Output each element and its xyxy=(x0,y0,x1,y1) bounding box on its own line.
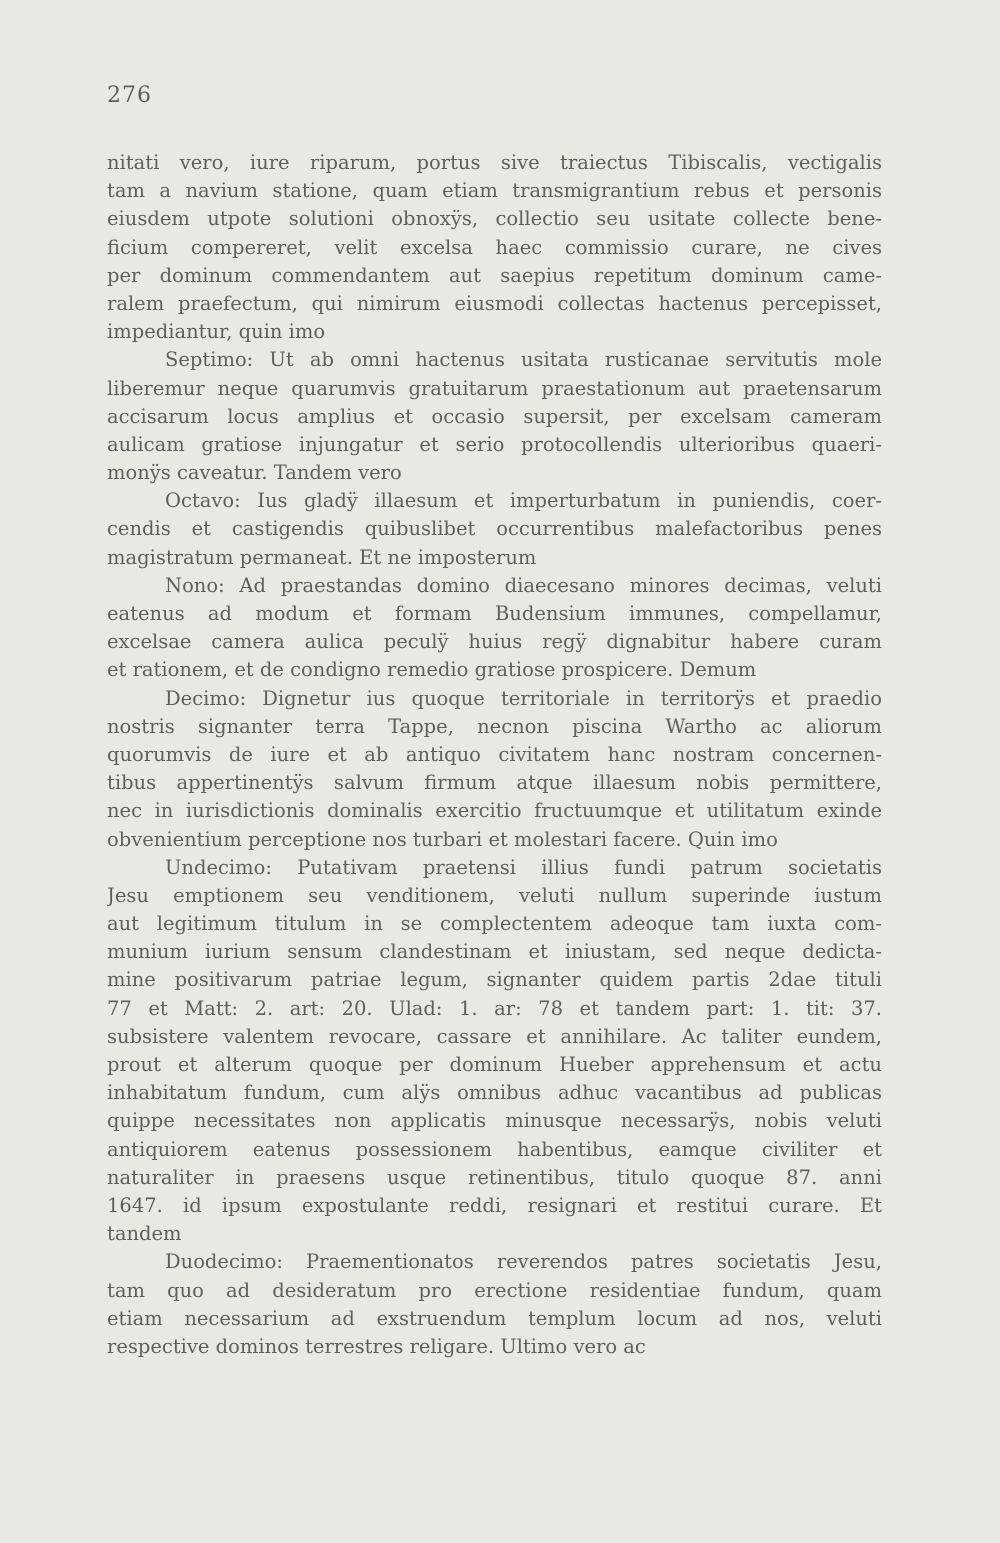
text-line: inhabitatum fundum, cum alÿs omnibus adhuc vacantibus ad publicas xyxy=(107,1081,882,1105)
text-line: ficium compereret, velit excelsa haec commissio curare, ne cives xyxy=(107,235,882,259)
text-line: nec in iurisdictionis dominalis exercitio fructuumque et utilitatum exinde xyxy=(107,799,882,823)
text-line: Undecimo: Putativam praetensi illius fundi patrum societatis xyxy=(165,855,882,879)
text-line: eiusdem utpote solutioni obnoxÿs, collectio seu usitate collecte bene- xyxy=(107,207,882,231)
text-line: liberemur neque quarumvis gratuitarum praestationum aut praetensarum xyxy=(107,376,882,400)
text-line: eatenus ad modum et formam Budensium immunes, compellamur, xyxy=(107,602,882,625)
text-line: impediantur, quin imo xyxy=(107,320,326,344)
text-line: tibus appertinentÿs salvum firmum atque illaesum nobis permittere, xyxy=(107,771,882,795)
text-line: quippe necessitates non applicatis minusque necessarÿs, nobis veluti xyxy=(107,1109,882,1133)
text-line: obvenientium perceptione nos turbari et molestari facere. Quin imo xyxy=(107,827,778,851)
text-line: aulicam gratiose injungatur et serio protocollendis ulterioribus quaeri- xyxy=(107,432,882,456)
text-line: Octavo: Ius gladÿ illaesum et imperturbatum in puniendis, coer- xyxy=(165,489,882,513)
text-line: subsistere valentem revocare, cassare et annihilare. Ac taliter eundem, xyxy=(107,1024,882,1048)
text-line: cendis et castigendis quibuslibet occurrentibus malefactoribus penes xyxy=(107,517,882,541)
text-line: nitati vero, iure riparum, portus sive traiectus Tibiscalis, vectigalis xyxy=(107,151,882,174)
text-line: Nono: Ad praestandas domino diaecesano minores decimas, veluti xyxy=(165,573,882,597)
text-line: nostris signanter terra Tappe, necnon piscina Wartho ac aliorum xyxy=(107,714,882,738)
text-line: monÿs caveatur. Tandem vero xyxy=(107,461,402,485)
text-line: munium iurium sensum clandestinam et iniustam, sed neque dedicta- xyxy=(107,940,882,964)
text-line: 1647. id ipsum expostulante reddi, resignari et restitui curare. Et xyxy=(107,1193,882,1217)
text-line: ralem praefectum, qui nimirum eiusmodi collectas hactenus percepisset, xyxy=(107,291,882,315)
text-line: accisarum locus amplius et occasio supersit, per excelsam cameram xyxy=(107,404,882,428)
text-line: antiquiorem eatenus possessionem habentibus, eamque civiliter et xyxy=(107,1137,882,1161)
text-line: quorumvis de iure et ab antiquo civitatem hanc nostram concernen- xyxy=(107,742,882,766)
body-text xyxy=(107,149,882,1361)
text-line: Septimo: Ut ab omni hactenus usitata rusticanae servitutis mole xyxy=(165,348,882,372)
text-line: 77 et Matt: 2. art: 20. Ulad: 1. ar: 78 et tandem part: 1. tit: 37. xyxy=(107,996,882,1020)
text-line: Jesu emptionem seu venditionem, veluti nullum superinde iustum xyxy=(107,883,882,907)
text-line: prout et alterum quoque per dominum Hueber apprehensum et actu xyxy=(107,1053,882,1076)
text-line: tandem xyxy=(107,1222,182,1246)
text-line: aut legitimum titulum in se complectentem adeoque tam iuxta com- xyxy=(107,912,882,936)
text-line: excelsae camera aulica peculÿ huius regÿ dignabitur habere curam xyxy=(107,630,882,654)
text-line: naturaliter in praesens usque retinentibus, titulo quoque 87. anni xyxy=(107,1165,882,1189)
text-line: tam a navium statione, quam etiam transmigrantium rebus et personis xyxy=(107,179,882,203)
text-line: tam quo ad desideratum pro erectione residentiae fundum, quam xyxy=(107,1278,882,1302)
text-line: magistratum permaneat. Et ne imposterum xyxy=(107,545,537,569)
page-number: 276 xyxy=(107,83,152,108)
text-line: etiam necessarium ad exstruendum templum locum ad nos, veluti xyxy=(107,1306,882,1330)
text-line: mine positivarum patriae legum, signanter quidem partis 2dae tituli xyxy=(107,968,882,992)
text-line: et rationem, et de condigno remedio gratiose prospicere. Demum xyxy=(107,658,757,682)
text-line: Decimo: Dignetur ius quoque territoriale in territorÿs et praedio xyxy=(165,686,882,710)
text-line: Duodecimo: Praementionatos reverendos patres societatis Jesu, xyxy=(165,1250,882,1274)
text-line: respective dominos terrestres religare. Ultimo vero ac xyxy=(107,1334,646,1358)
text-line: per dominum commendantem aut saepius repetitum dominum came- xyxy=(107,263,882,287)
